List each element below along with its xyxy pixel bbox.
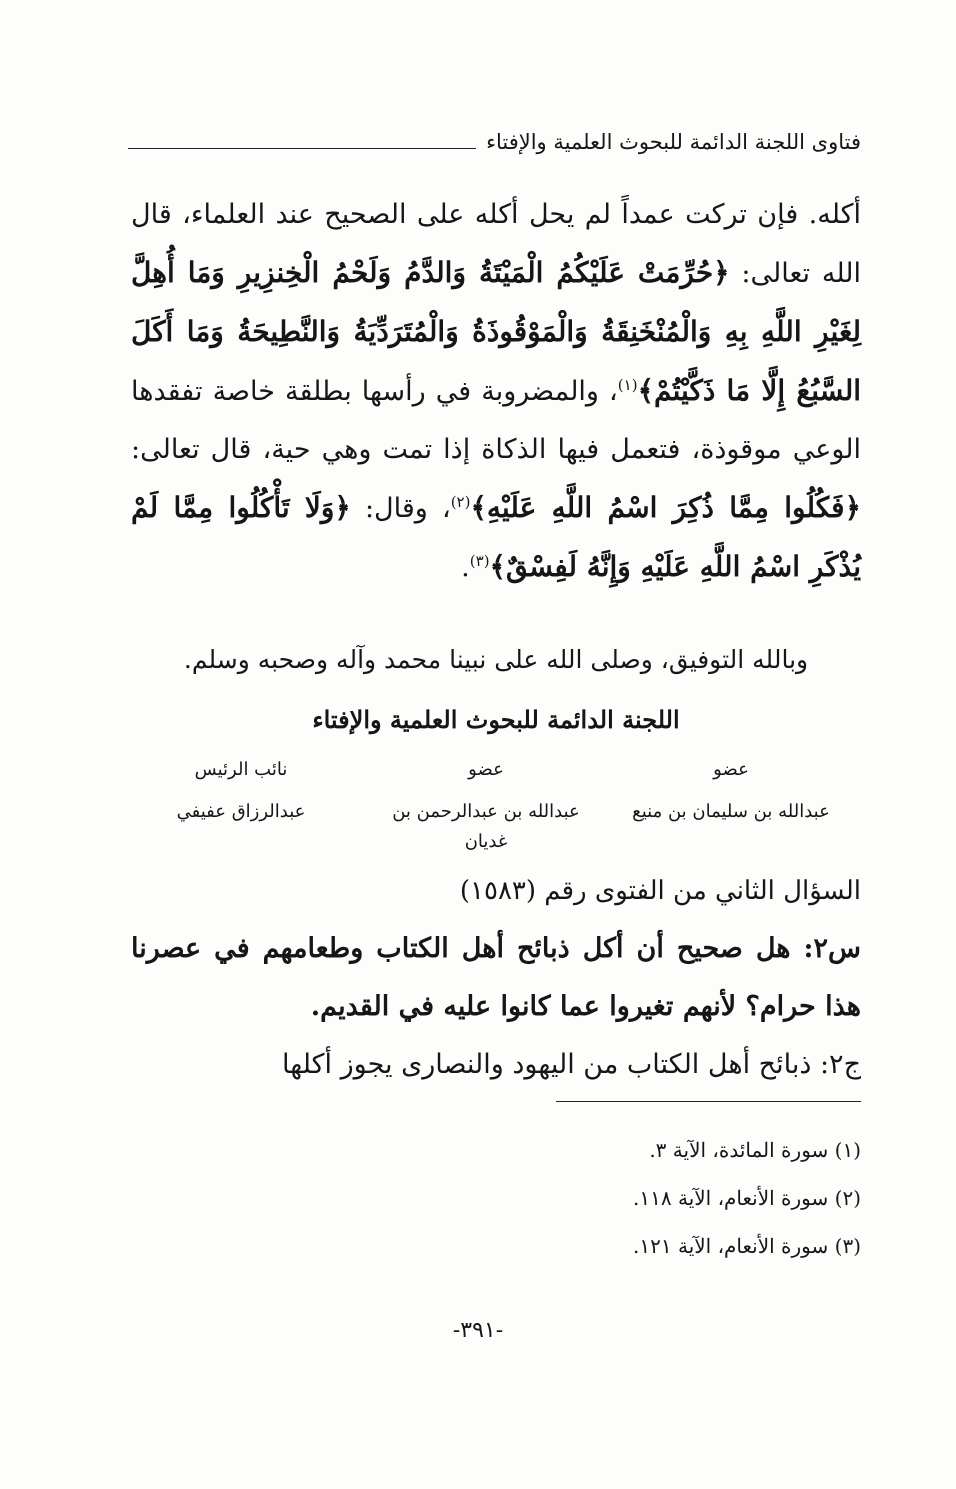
signature-role: نائب الرئيس: [194, 759, 288, 780]
signature-role: عضو: [468, 759, 504, 780]
body-paragraph: [131, 186, 861, 597]
running-header-title: فتاوى اللجنة الدائمة للبحوث العلمية والإفتاء: [486, 130, 861, 154]
question-block: [131, 862, 861, 1094]
body-text-part-1: أكله. فإن تركت عمداً لم يحل أكله على الصحيح عند العلماء، قال الله تعالى:: [131, 199, 861, 289]
quran-verse-2: ﴿فَكُلُوا مِمَّا ذُكِرَ اسْمُ اللَّهِ عَلَيْهِ﴾: [470, 491, 861, 524]
signature-name: عبدالله بن عبدالرحمن بن غديان: [392, 801, 580, 852]
footnote-ref-3: (٣): [469, 552, 490, 570]
signature-column: [371, 755, 601, 857]
footnotes: [131, 1126, 861, 1270]
question-text: س٢: هل صحيح أن أكل ذبائح أهل الكتاب وطعامهم في عصرنا هذا حرام؟ لأنهم تغيروا عما كانوا عليه في القديم.: [131, 933, 861, 1022]
footnote-item: (١) سورة المائدة، الآية ٣.: [649, 1138, 861, 1162]
signature-column: [126, 755, 356, 857]
fatwa-body: [131, 186, 861, 597]
signature-name: عبدالله بن سليمان بن منيع: [632, 801, 830, 822]
footnote-ref-2: (٢): [450, 493, 471, 511]
page-number: -٣٩١-: [452, 1318, 504, 1343]
header-rule: [128, 148, 476, 149]
closing-line: وبالله التوفيق، وصلى الله على نبينا محمد وآله وصحبه وسلم.: [183, 645, 809, 674]
answer-text: ج٢: ذبائح أهل الكتاب من اليهود والنصارى يجوز أكلها: [282, 1049, 861, 1080]
footnote-item: (٢) سورة الأنعام، الآية ١١٨.: [633, 1186, 861, 1210]
body-text-part-2: ، والمضروبة في رأسها بطلقة خاصة تفقدها الوعي موقوذة، فتعمل فيها الذكاة إذا تمت وهي حية، قال تعالى:: [131, 376, 861, 465]
footnote-item: (٣) سورة الأنعام، الآية ١٢١.: [633, 1234, 861, 1258]
body-text-part-3: ، وقال:: [350, 493, 451, 524]
signature-name: عبدالرزاق عفيفي: [176, 801, 306, 822]
question-heading: السؤال الثاني من الفتوى رقم (١٥٨٣): [459, 876, 861, 906]
quran-verse-1: ﴿حُرِّمَتْ عَلَيْكُمُ الْمَيْتَةُ وَالدَّمُ وَلَحْمُ الْخِنزِيرِ وَمَا أُهِلَّ لِغَيْرِ اللَّهِ بِهِ وَالْمُنْخَنِقَةُ وَالْمَوْقُوذَةُ وَالْمُتَرَدِّيَةُ وَالنَّطِيحَةُ وَمَا أَكَلَ السَّبُعُ إِلَّا مَا ذَكَّيْتُمْ﴾: [131, 256, 861, 407]
running-header: [128, 126, 861, 156]
signature-column: [616, 755, 846, 857]
footnote-ref-1: (١): [617, 376, 638, 394]
signatures-block: [126, 755, 846, 857]
quran-verse-3: ﴿وَلَا تَأْكُلُوا مِمَّا لَمْ يُذْكَرِ اسْمُ اللَّهِ عَلَيْهِ وَإِنَّهُ لَفِسْقٌ﴾: [131, 491, 861, 583]
footnote-rule: [556, 1101, 861, 1102]
committee-name: اللجنة الدائمة للبحوث العلمية والإفتاء: [312, 705, 680, 734]
signature-role: عضو: [713, 759, 749, 780]
body-text-end: .: [461, 552, 470, 583]
